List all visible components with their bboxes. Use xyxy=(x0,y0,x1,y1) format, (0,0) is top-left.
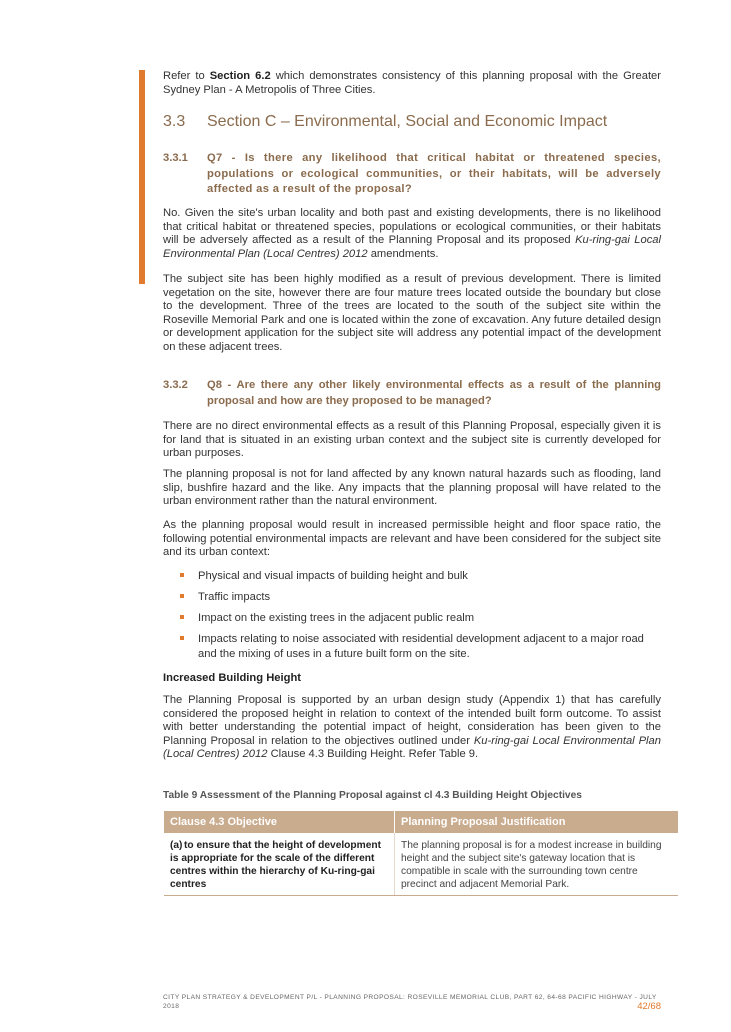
table-header-row xyxy=(164,811,678,833)
section-title: Section C – Environmental, Social and Economic Impact xyxy=(207,113,608,130)
list-item: Impacts relating to noise associated with residential development adjacent to a major road and the mixing of uses in a future built form on the site. xyxy=(179,632,661,661)
q8-paragraph-3: As the planning proposal would result in increased permissible height and floor space ratio, the following potential environmental impacts are relevant and have been considered for the subject site and its urban context: xyxy=(163,519,661,559)
list-item: Physical and visual impacts of building height and bulk xyxy=(179,569,661,584)
table-row xyxy=(164,833,678,896)
section-accent-bar xyxy=(139,70,145,284)
subsection-number: 3.3.1 xyxy=(163,152,188,164)
q8-paragraph-2: The planning proposal is not for land affected by any known natural hazards such as flooding, land slip, bushfire hazard and the like. Any impacts that the planning proposal will have related to the urban environment rather than the natural environment. xyxy=(163,468,661,508)
list-item: Impact on the existing trees in the adjacent public realm xyxy=(179,611,661,626)
q8-paragraph-1: There are no direct environmental effects as a result of this Planning Proposal, especially given it is for land that is situated in an existing urban context and the subject site is currently developed for urban purposes. xyxy=(163,420,661,460)
objective-cell xyxy=(164,833,395,896)
objective-label: (a) xyxy=(170,840,183,851)
justification-cell: The planning proposal is for a modest increase in building height and the subject site's gateway location that is compatible in scale with the surrounding town centre precinct and adjacent Memorial Park. xyxy=(395,833,679,896)
question-heading-q8 xyxy=(163,378,661,409)
intro-paragraph: Refer to Section 6.2 which demonstrates consistency of this planning proposal with the Greater Sydney Plan - A Metropolis of Three Cities. xyxy=(163,70,662,96)
q7-paragraph-1: No. Given the site's urban locality and both past and existing developments, there is no likelihood that critical habitat or threatened species, populations or ecological communities, or their habitats will be adversely affected as a result of the Planning Proposal and its proposed Ku-ring-gai Local Environmental Plan (Local Centres) 2012 amendments. xyxy=(163,207,661,260)
q7-paragraph-2: The subject site has been highly modified as a result of previous development. There is limited vegetation on the site, however there are four mature trees located outside the boundary but close to the development. Three of the trees are located to the south of the subject site within the Roseville Memorial Park and one is located within the zone of excavation. Any future detailed design or development application for the subject site will address any potential impact of the development on these adjacent trees. xyxy=(163,273,661,353)
building-height-heading: Increased Building Height xyxy=(163,672,301,684)
column-header: Planning Proposal Justification xyxy=(395,811,679,833)
question-text: Q8 - Are there any other likely environmental effects as a result of the planning proposal and how are they proposed to be managed? xyxy=(207,379,661,407)
subsection-number: 3.3.2 xyxy=(163,379,188,391)
question-heading-q7 xyxy=(163,151,661,198)
page-number: 42/68 xyxy=(637,1001,661,1012)
impact-list xyxy=(179,569,661,668)
list-item: Traffic impacts xyxy=(179,590,661,605)
section-reference: Section 6.2 xyxy=(209,70,271,82)
objective-text: to ensure that the height of development is appropriate for the scale of the different centres within the hierarchy of Ku-ring-gai centres xyxy=(170,840,381,890)
section-number: 3.3 xyxy=(163,113,186,130)
page-footer: CITY PLAN STRATEGY & DEVELOPMENT P/L - PLANNING PROPOSAL: ROSEVILLE MEMORIAL CLUB, PART 62, 64-68 PACIFIC HIGHWAY - JULY 2018 xyxy=(163,994,657,1010)
question-text: Q7 - Is there any likelihood that critical habitat or threatened species, populations or ecological communities, or their habitats, will be adversely affected as a result of the proposal? xyxy=(207,152,661,195)
column-header: Clause 4.3 Objective xyxy=(164,811,395,833)
section-heading-3-3 xyxy=(163,113,607,131)
building-height-paragraph: The Planning Proposal is supported by an urban design study (Appendix 1) that has carefully considered the proposed height in relation to context of the intended built form outcome. To assist with better understanding the potential impact of height, consideration has been given to the Planning Proposal in relation to the objectives outlined under Ku-ring-gai Local Environmental Plan (Local Centres) 2012 Clause 4.3 Building Height. Refer Table 9. xyxy=(163,694,661,761)
table-caption: Table 9 Assessment of the Planning Proposal against cl 4.3 Building Height Objectives xyxy=(163,790,582,801)
height-objectives-table xyxy=(164,811,678,896)
